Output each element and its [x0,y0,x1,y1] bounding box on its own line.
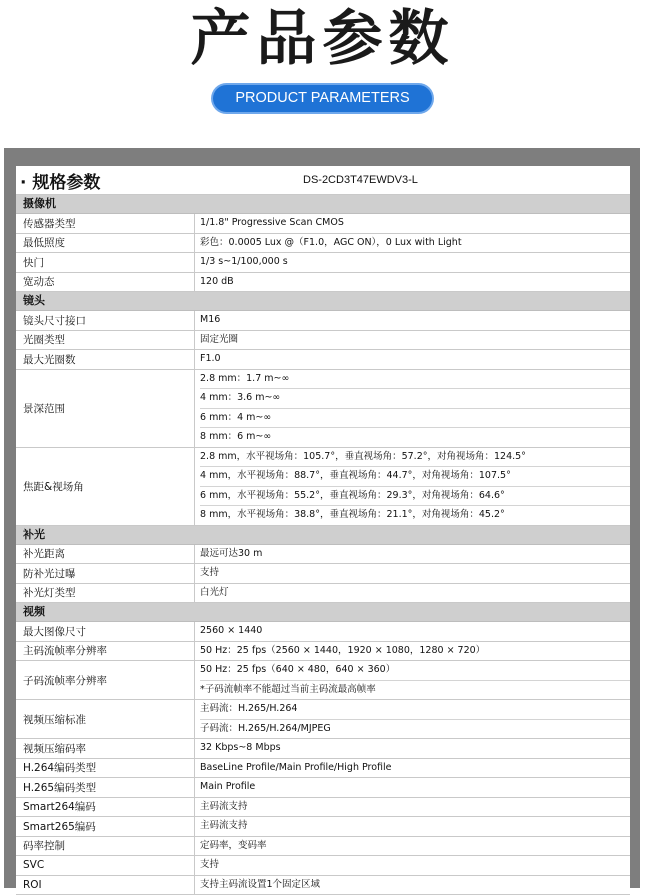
page-title: 产品参数 [0,4,645,74]
row-label: 视频压缩标准 [16,700,195,738]
row-value [195,214,630,233]
row-value [195,642,630,661]
row-value [195,448,630,525]
row-value-line: 8 mm，水平视场角：38.8°，垂直视场角：21.1°，对角视场角：45.2° [200,505,630,525]
row-value-line: 彩色：0.0005 Lux @（F1.0，AGC ON），0 Lux with Light [200,234,630,253]
table-row [16,350,630,370]
table-header [16,166,630,195]
row-label: 码率控制 [16,837,195,856]
table-row [16,331,630,351]
table-row [16,234,630,254]
table-row [16,311,630,331]
row-value [195,234,630,253]
row-value-line: 固定光圈 [200,331,630,350]
section-header: 补光 [16,526,630,545]
row-value-line: 支持主码流设置1个固定区域 [200,876,630,895]
row-label: Smart265编码 [16,817,195,836]
row-value [195,798,630,817]
row-value [195,778,630,797]
row-value-line: 50 Hz：25 fps（640 × 480，640 × 360） [200,661,630,680]
row-value [195,370,630,447]
row-value-line: M16 [200,311,630,330]
row-value-line: *子码流帧率不能超过当前主码流最高帧率 [200,680,630,700]
row-value-line: 1/3 s~1/100,000 s [200,253,630,272]
row-value-line: 支持 [200,564,630,583]
row-value [195,350,630,369]
table-row [16,273,630,293]
row-value-line: Main Profile [200,778,630,797]
table-row [16,545,630,565]
row-label: 最低照度 [16,234,195,253]
row-value-line: 白光灯 [200,584,630,603]
spec-table [16,166,630,895]
row-value-line: 主码流：H.265/H.264 [200,700,630,719]
row-label: 补光灯类型 [16,584,195,603]
table-row [16,642,630,662]
row-label: 补光距离 [16,545,195,564]
table-row [16,584,630,604]
table-row [16,564,630,584]
row-label: H.265编码类型 [16,778,195,797]
row-label: 主码流帧率分辨率 [16,642,195,661]
table-row [16,798,630,818]
row-value [195,564,630,583]
row-value [195,661,630,699]
table-row [16,759,630,779]
row-label: SVC [16,856,195,875]
row-value-line: 6 mm：4 m~∞ [200,408,630,428]
row-value [195,856,630,875]
row-value [195,622,630,641]
row-value [195,739,630,758]
table-row [16,370,630,448]
table-row [16,661,630,700]
table-row [16,448,630,526]
row-value-line: 32 Kbps~8 Mbps [200,739,630,758]
page-subtitle-badge: PRODUCT PARAMETERS [213,85,432,112]
row-value-line: 最远可达30 m [200,545,630,564]
row-value-line: 1/1.8" Progressive Scan CMOS [200,214,630,233]
row-value-line: 定码率，变码率 [200,837,630,856]
row-label: 快门 [16,253,195,272]
row-label: 子码流帧率分辨率 [16,661,195,699]
table-row [16,778,630,798]
row-value [195,253,630,272]
row-label: 最大图像尺寸 [16,622,195,641]
table-row [16,856,630,876]
row-label: Smart264编码 [16,798,195,817]
section-header: 镜头 [16,292,630,311]
row-value-line: 2.8 mm，水平视场角：105.7°，垂直视场角：57.2°，对角视场角：124.5° [200,448,630,467]
table-row [16,700,630,739]
row-label: 传感器类型 [16,214,195,233]
row-value [195,876,630,895]
row-label: 宽动态 [16,273,195,292]
table-title: · 规格参数 [16,168,195,193]
row-value-line: 2560 × 1440 [200,622,630,641]
spec-sections [16,195,630,895]
table-row [16,837,630,857]
row-value [195,817,630,836]
section-header: 视频 [16,603,630,622]
row-value-line: 主码流支持 [200,798,630,817]
row-label: ROI [16,876,195,895]
table-row [16,253,630,273]
row-label: 镜头尺寸接口 [16,311,195,330]
row-label: H.264编码类型 [16,759,195,778]
row-value-line: 主码流支持 [200,817,630,836]
row-value-line: 6 mm，水平视场角：55.2°，垂直视场角：29.3°，对角视场角：64.6° [200,486,630,506]
model-number: DS-2CD3T47EWDV3-L [195,174,630,186]
row-value [195,700,630,738]
row-label: 防补光过曝 [16,564,195,583]
row-label: 焦距&视场角 [16,448,195,525]
row-label: 光圈类型 [16,331,195,350]
row-value [195,584,630,603]
row-label: 视频压缩码率 [16,739,195,758]
row-label: 最大光圈数 [16,350,195,369]
table-row [16,214,630,234]
row-value-line: 4 mm：3.6 m~∞ [200,388,630,408]
table-row [16,739,630,759]
row-value-line: 2.8 mm：1.7 m~∞ [200,370,630,389]
table-row [16,817,630,837]
row-value [195,331,630,350]
row-value-line: 4 mm，水平视场角：88.7°，垂直视场角：44.7°，对角视场角：107.5° [200,466,630,486]
table-row [16,876,630,895]
row-value-line: 子码流：H.265/H.264/MJPEG [200,719,630,739]
row-value-line: 支持 [200,856,630,875]
row-value-line: BaseLine Profile/Main Profile/High Profile [200,759,630,778]
row-value-line: 8 mm：6 m~∞ [200,427,630,447]
row-label: 景深范围 [16,370,195,447]
row-value [195,545,630,564]
row-value-line: 50 Hz：25 fps（2560 × 1440，1920 × 1080，1280 × 720） [200,642,630,661]
section-header: 摄像机 [16,195,630,214]
row-value [195,273,630,292]
row-value [195,837,630,856]
row-value-line: 120 dB [200,273,630,292]
row-value [195,759,630,778]
row-value [195,311,630,330]
table-row [16,622,630,642]
row-value-line: F1.0 [200,350,630,369]
